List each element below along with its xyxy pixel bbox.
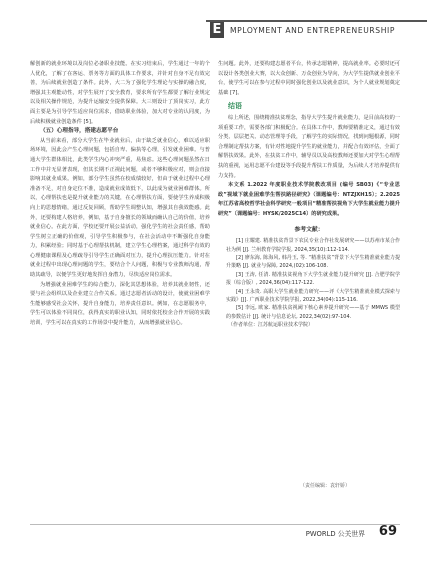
- responsible-editor: （责任编辑：袁轩娇）: [300, 483, 351, 489]
- left-paragraph-3: 为增强就业困难学生的综合能力，深化其思想体验，培养其就业韧性，还要与社会组织以及企业建立合作关系。通过志愿者活动的设计，使就业困难学生能够感受社会关怀，提升自身能力，培养责任意识。例如，在志愿服务中，学生可以体验不同岗位，获得真实的职业认知，同时依托校企合作开展的实践培训，学生可以在真实的工作场景中提升能力，从而增强就业信心。: [30, 281, 210, 327]
- header-rule: [206, 20, 427, 22]
- footer-rule: [30, 524, 400, 525]
- references-title: 参考文献：: [294, 226, 324, 233]
- reference-item: [3] 王涛, 任清. 精准扶贫视角下大学生就业能力提升研究 [J]. 合肥学院学报（综合版）, 2024,36(04):117-122.: [226, 271, 400, 287]
- header-title: MPLOYMENT AND ENTREPRENEURSHIP: [230, 26, 396, 35]
- reference-item: [4] 王永贵. 高职大学生就业能力研究——评《大学生精准就业模式探索与实践》[J]. 广西职业技术学院学报, 2022,34(04):115-116.: [226, 288, 400, 303]
- header-initial-letter: E: [210, 22, 224, 38]
- funding-note: 本文系 1.2022 年度职业技术学院教改项目 (编号 SB03)《“专业思政”视域下就业困难学生帮扶路径研究》（课题编号：NTZJXH15）；2.2025 年江苏省高校哲学社会科学研究一般项目“精准帮扶视角下大学生就业能力提升研究”（课题编号：HYSK/2025C14）的研究成果。: [218, 182, 400, 217]
- conclusion-paragraph: 综上所述，围绕精准扶贫理念，指导大学生提升就业能力，是目前高校的一项重要工作，需要各部门积极配合。在具体工作中，教师要精准定义，通过有效分类、层层把关、动态管理等手段，了解学生的实际情况，找到问题根源，同时合理制定帮扶方案，有针对性地提升学生的就业能力，并配合有效评估，全面了解帮扶效果。此外，在扶贫工作中，辅导员以及高校教师还要加大对学生心理帮扶的重视，运用志愿平台建设等手段提升帮扶工作质量，为后续人才培养提供有力支持。: [218, 114, 400, 179]
- author-affiliation: （作者单位：江苏航运职业技术学院）: [228, 322, 314, 329]
- magazine-name: PWORLD 公关世界: [305, 530, 365, 538]
- subsection-heading-5: （五）心理指导，搭建志愿平台: [40, 128, 119, 135]
- page-number: 69: [378, 524, 397, 539]
- left-column: [30, 60, 210, 329]
- left-paragraph-1: 解创新的就业环境以及岗位必备职业技能。在实习结束后，学生通过一年的个人优化，了解了在客运、票务等方面的具体工作要求，并针对自身不足有效完善，为后续就业创造了条件。此外，大二为了强化学生理论与实操的融合度，增强其主观能动性，对学生展开了安全教育，要求所有学生都要了解行业规定以及相关操作规范，为提升运输安全提供保障。大三则设计了顶岗实习，此方面主要是为引导学生适应岗位需求，借助职业体验，加大对专业的认同度，为后续积极就业创造条件 [5]。: [30, 61, 210, 125]
- right-paragraph-1: 生问题。此外，还要构建志愿者平台，传承志愿精神，提高就业率。必要时还可以设计各类创业大赛，以大众创新、万众创业为导向，为大学生提供就业创业平台，使学生可以在参与过程中同时强化创业以及就业意识，为个人就业规划奠定基础 [7]。: [218, 61, 400, 96]
- reference-item: [5] 李远, 欧家. 精准扶贫视阈下核心素养提升研究——基于 MMWS 模型的参数估计 [J]. 统计与信息论坛, 2022,34(02):97-104.: [226, 305, 400, 320]
- reference-item: [2] 廖东海, 陈海风, 韩丹玉, 等. “精准扶贫”背景下大学生精准就业能力提升策略 [J]. 就业与保障, 2024,(02):106-108.: [226, 254, 400, 270]
- reference-item: [1] 庄耀建. 精准扶贫背景下农民专业合作社发展研究——以苏州市某合作社为例 [J]. 兰州教育学院学报, 2024,35(10):112-114.: [226, 238, 400, 253]
- conclusion-heading: 结语: [228, 102, 242, 111]
- left-paragraph-2: 从当前来看，部分大学生在毕业就业后，由于缺乏就业信心，难以适应职场环境，因此会产生心理问题，包括自卑、偏执等心理，引发就业困难。与普通大学生群体相比，此类学生内心冲突严重，易焦虑。这些心理问题虽然在日工作中并无显著表现，但其长期不正视此问题，或者不够积极应对，则会直接影响其就业成果。例如，部分学生虽然在校成绩较好，但由于就业过程中心理准备不足，对自身定位不准，造成就业成效低下，以此成为就业困难群体。所以，心理帮扶也是提升就业能力的关键，在心理帮扶方面，要使学生养成积极向上的思想情绪，通过反复回顾，帮助学生调整认知，增强其自我效能感。此外，还要构建人格培养，例如，基于自身擅长的领域而确认自己的价值，培养就业信心。在此方面，学校还要开展公益活动，强化学生的社会责任感，帮助学生树立正确的价值观，引导学生积极参与，在社会活动中不断强化自身能力，积累经验；同时基于心理帮扶机制，建立学生心理档案，通过科学有效的心理健康课程及心理疏导引导学生正确面对压力，提升心理抗压能力。针对在就业过程中出现心理问题的学生，要结合个人问题，积极与专业教师沟通，帮助其疏导，以便学生更好地发挥自身潜力，尽快适应岗位需求。: [30, 137, 210, 279]
- page-footer: [0, 524, 427, 540]
- right-column: [218, 60, 400, 331]
- section-header: [206, 18, 427, 42]
